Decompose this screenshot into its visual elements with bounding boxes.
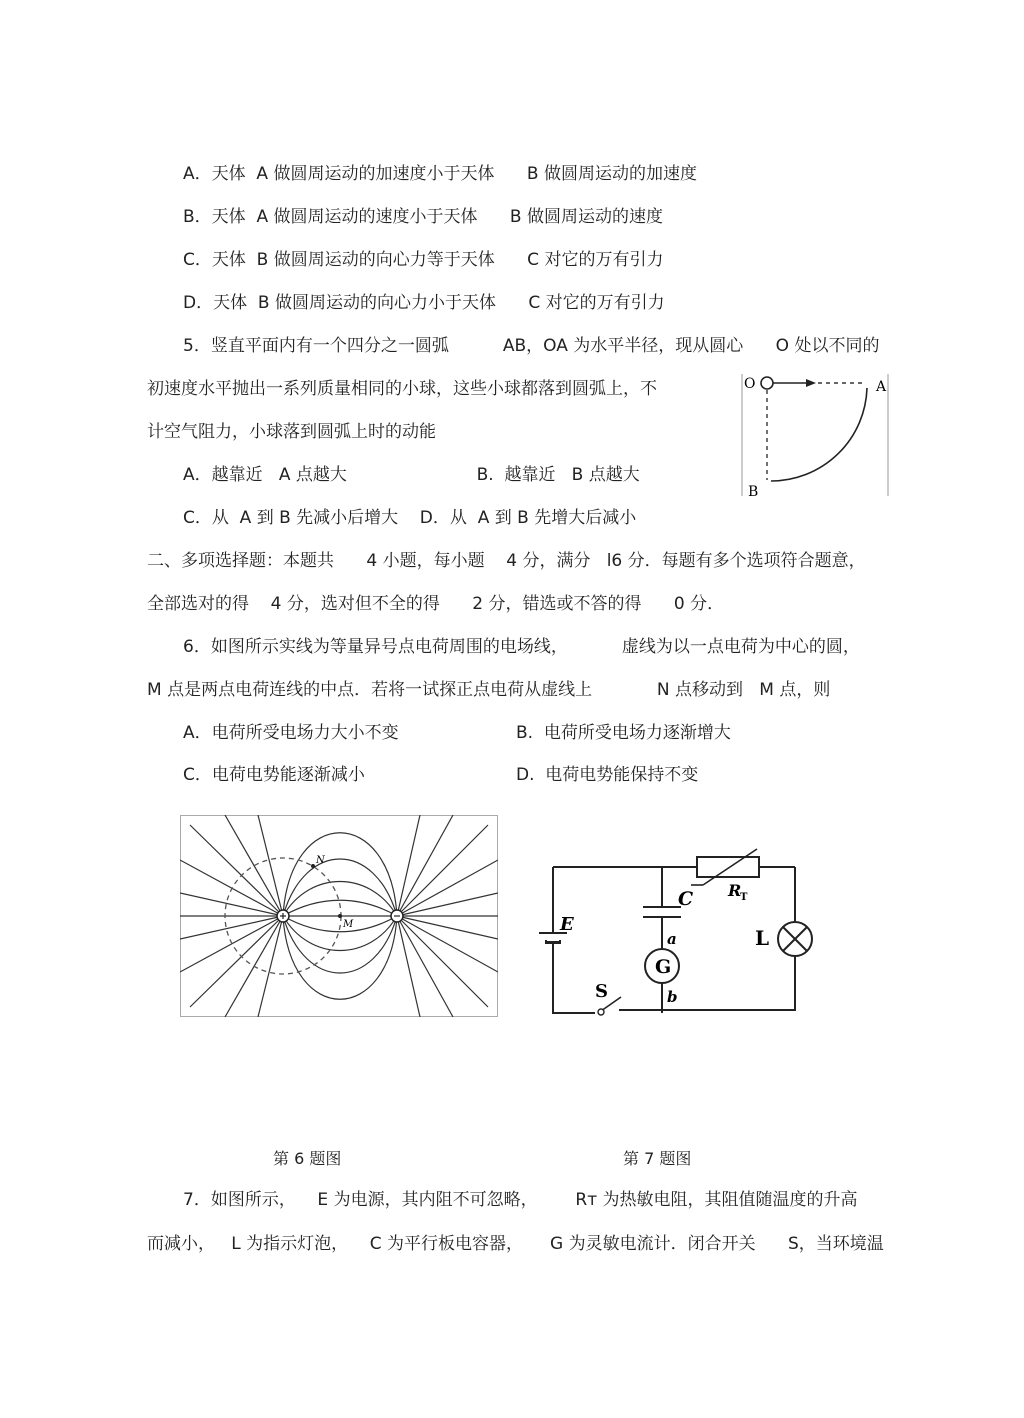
q7-label-b: b [667, 988, 678, 1006]
q6-option-d: D. 电荷电势能保持不变 [516, 765, 699, 785]
q4-option-d: D．天体 B 做圆周运动的向心力小于天体 C 对它的万有引力 [183, 293, 665, 313]
q4-option-a: A．天体 A 做圆周运动的加速度小于天体 B 做圆周运动的加速度 [183, 164, 697, 184]
q7-label-s: S [595, 981, 608, 1002]
q5-point-a: A [876, 379, 887, 395]
q6-label-n: N [316, 855, 325, 866]
q7-figure [525, 845, 825, 1025]
q7-label-g: G [655, 956, 672, 978]
q5-point-o: O [744, 376, 756, 392]
q7-label-e: E [560, 914, 574, 935]
figure7-caption: 第 7 题图 [623, 1149, 692, 1168]
section2-line2: 全部选对的得 4 分，选对但不全的得 2 分，错选或不答的得 0 分． [147, 594, 725, 614]
q6-point-n [311, 864, 315, 868]
q7-label-l: L [755, 926, 770, 950]
q5-point-b: B [748, 484, 759, 500]
q7-label-a: a [667, 930, 677, 948]
q7-label-rt-sub: T [740, 892, 748, 903]
q7-stem-line1: 7．如图所示， E 为电源，其内阻不可忽略， Rт 为热敏电阻，其阻值随温度的升高 [183, 1190, 858, 1210]
q6-label-m: M [343, 919, 354, 930]
q5-ball [761, 377, 773, 389]
q5-arc-ab [771, 388, 867, 481]
q6-point-m [338, 914, 342, 918]
q7-label-rt: R [728, 881, 742, 900]
q6-stem-line2: M 点是两点电荷连线的中点．若将一试探正点电荷从虚线上 N 点移动到 M 点，则 [147, 680, 831, 700]
q5-figure [736, 370, 896, 500]
q5-stem-line1: 5．竖直平面内有一个四分之一圆弧 AB，OA 为水平半径，现从圆心 O 处以不同的 [183, 336, 880, 356]
q5-options-ab: A．越靠近 A 点越大 B. 越靠近 B 点越大 [183, 465, 640, 485]
q5-velocity-arrow [806, 379, 816, 387]
q6-option-c: C．电荷电势能逐渐减小 [183, 765, 365, 785]
q5-stem-line3: 计空气阻力，小球落到圆弧上时的动能 [147, 422, 436, 442]
q4-option-c: C．天体 B 做圆周运动的向心力等于天体 C 对它的万有引力 [183, 250, 664, 270]
q5-options-cd: C．从 A 到 B 先减小后增大 D．从 A 到 B 先增大后减小 [183, 508, 637, 528]
q6-option-b: B. 电荷所受电场力逐渐增大 [516, 723, 731, 743]
q4-option-b: B．天体 A 做圆周运动的速度小于天体 B 做圆周运动的速度 [183, 207, 663, 227]
section2-line1: 二、多项选择题：本题共 4 小题，每小题 4 分，满分 l6 分．每题有多个选项符合题意， [147, 551, 866, 571]
q7-stem-line2: 而减小， L 为指示灯泡， C 为平行板电容器， G 为灵敏电流计．闭合开关 S，当环境温 [147, 1234, 884, 1254]
q6-figure [180, 815, 498, 1017]
figure6-caption: 第 6 题图 [273, 1149, 342, 1168]
q6-option-a: A．电荷所受电场力大小不变 [183, 723, 399, 743]
q7-thermistor [697, 857, 759, 877]
q7-label-c: C [678, 888, 694, 910]
q5-stem-line2: 初速度水平抛出一系列质量相同的小球，这些小球都落到圆弧上，不 [147, 379, 657, 399]
q6-stem-line1: 6．如图所示实线为等量异号点电荷周围的电场线， 虚线为以一点电荷为中心的圆， [183, 637, 860, 657]
